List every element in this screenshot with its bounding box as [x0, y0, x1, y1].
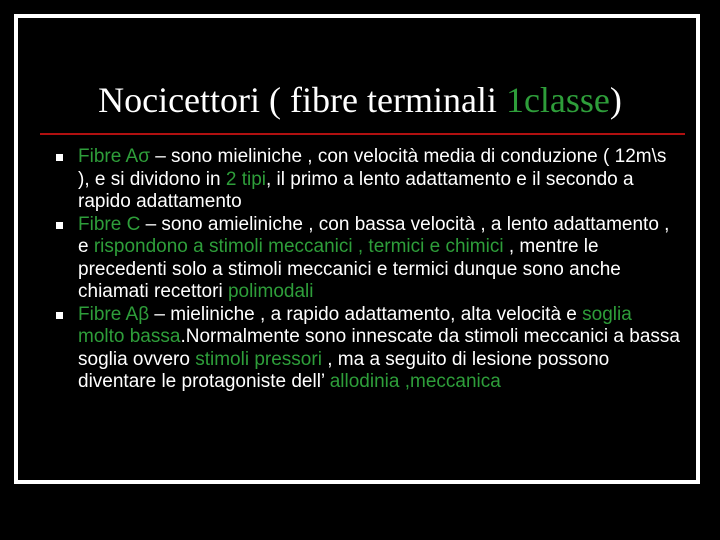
highlighted-text: allodinia ,meccanica — [329, 371, 501, 392]
highlighted-text: rispondono a stimoli meccanici , termici e chimici — [93, 236, 504, 257]
highlighted-text: 2 tipi — [225, 168, 266, 190]
square-bullet-icon — [56, 312, 63, 319]
bullet-text: – sono amieliniche , con bassa velocità , a lento adattamento , e — [78, 213, 670, 257]
bullet-text: – mieliniche , a rapido adattamento, alta velocità e — [149, 303, 583, 325]
bullet-item — [40, 304, 680, 394]
bullet-text: , mentre le precedenti solo a stimoli meccanici e termici dunque sono anche chiamati recettori — [78, 236, 621, 302]
highlighted-text: Fibre Aβ — [78, 303, 150, 325]
highlighted-text: polimodali — [227, 281, 314, 302]
bullet-list — [40, 146, 680, 394]
bullet-text: – sono mieliniche , con velocità media di conduzione ( 12m\s ), e si dividono in — [78, 146, 667, 190]
title-divider — [40, 133, 685, 135]
highlighted-text: Fibre Aσ — [78, 146, 150, 167]
square-bullet-icon — [56, 154, 63, 161]
title-text: Nocicettori ( fibre terminali — [98, 80, 506, 120]
bullet-text: , il primo a lento adattamento e il secondo a rapido adattamento — [78, 168, 634, 212]
slide-title — [0, 78, 720, 122]
bullet-item — [40, 146, 680, 214]
bullet-text: .Normalmente sono innescate da stimoli meccanici a bassa soglia ovvero — [78, 326, 680, 370]
title-accent: 1classe — [505, 80, 610, 120]
bullet-item — [40, 214, 680, 304]
highlighted-text: Fibre C — [78, 213, 141, 235]
square-bullet-icon — [56, 222, 63, 229]
bullet-text: , ma a seguito di lesione possono diventare le protagoniste dell’ — [78, 348, 610, 392]
highlighted-text: soglia molto bassa — [78, 303, 632, 347]
title-end: ) — [609, 80, 622, 120]
highlighted-text: stimoli pressori — [195, 348, 322, 370]
